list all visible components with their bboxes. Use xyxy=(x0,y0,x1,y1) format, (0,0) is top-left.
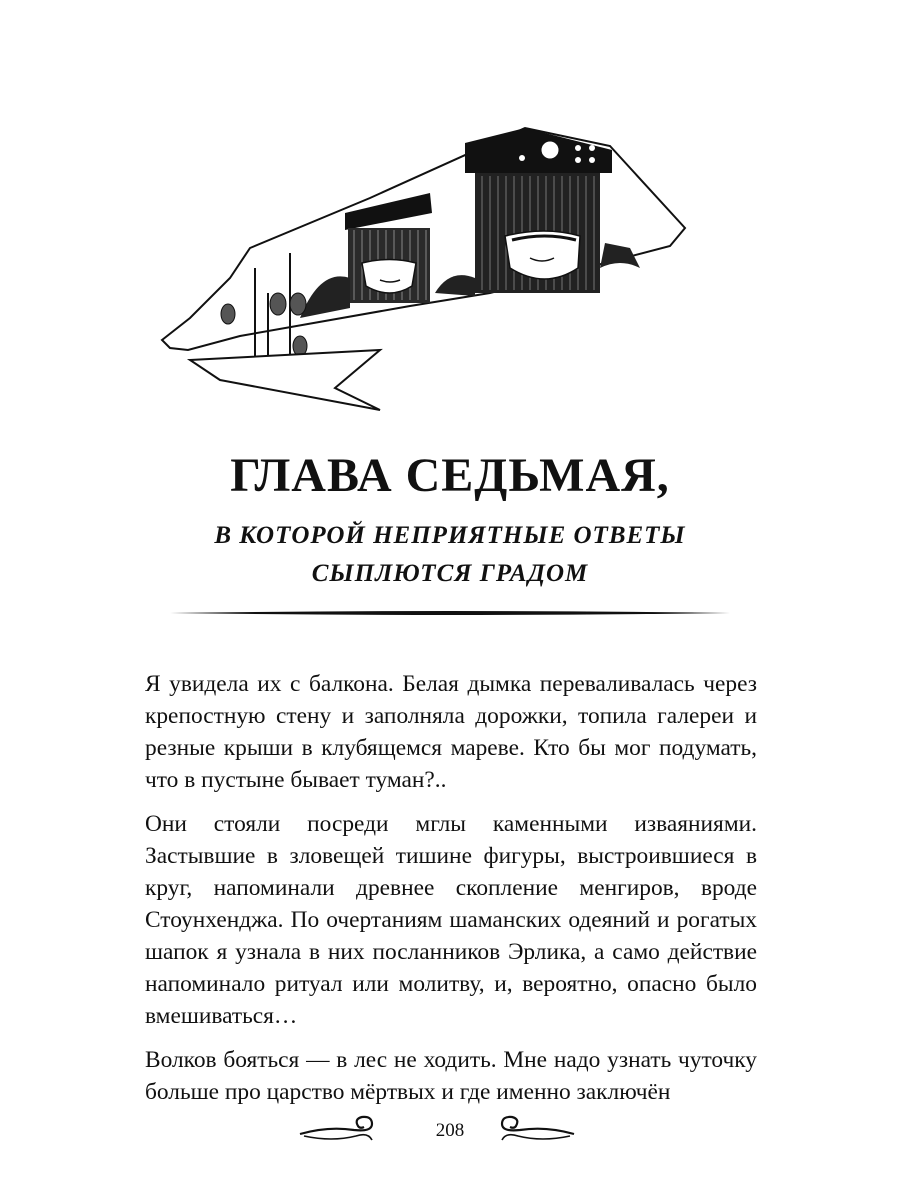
page-number: 208 xyxy=(435,1120,465,1141)
right-ornament-icon xyxy=(496,1112,576,1152)
paragraph: Они стояли посреди мглы каменными изваяниями. Застывшие в зловещей тишине фигуры, выстроившиеся в круг, напоминали древнее скопление менгиров, вроде Стоунхенджа. По очертаниям шаманских одеяний и рогатых шапок я узнала в них посланников Эрлика, а само действие напоминало ритуал или молитву, и, вероятно, опасно было вмешиваться… xyxy=(145,811,757,1029)
page-footer xyxy=(0,1112,900,1152)
illustration-lower-shard xyxy=(190,350,380,410)
title-divider-rule xyxy=(170,606,730,620)
body-text xyxy=(145,668,757,1108)
paragraph: Волков бояться — в лес не ходить. Мне надо узнать чуточку больше про царство мёртвых и где именно заключён xyxy=(145,1047,757,1105)
paragraph: Я увидела их с балкона. Белая дымка переваливалась через крепостную стену и заполняла дорожки, топила галереи и резные крыши в клубящемся мареве. Кто бы мог подумать, что в пустыне бывает туман?.. xyxy=(145,671,757,793)
chapter-illustration xyxy=(150,118,700,418)
chapter-subtitle-line-1: В КОТОРОЙ НЕПРИЯТНЫЕ ОТВЕТЫ xyxy=(214,522,686,549)
chapter-subtitle-line-2: СЫПЛЮТСЯ ГРАДОМ xyxy=(311,560,589,587)
chapter-title: ГЛАВА СЕДЬМАЯ, xyxy=(230,449,670,502)
